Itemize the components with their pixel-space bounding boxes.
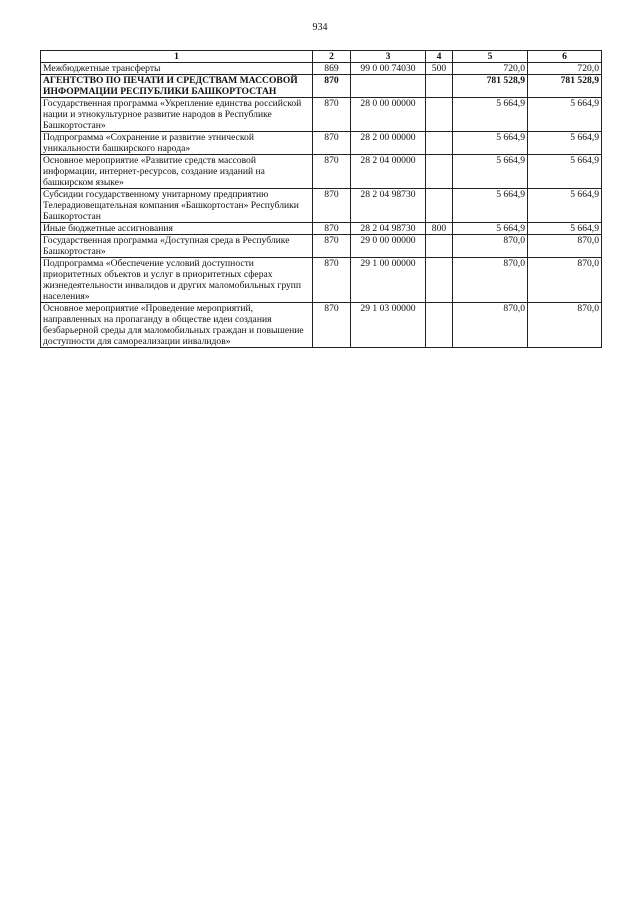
- row-amount-cell: 5 664,9: [453, 98, 528, 132]
- table-row: [41, 258, 602, 303]
- row-target-code-cell: 29 0 00 00000: [351, 235, 426, 258]
- row-expense-type-cell: [426, 75, 453, 98]
- table-row: [41, 223, 602, 235]
- row-code-cell: 870: [313, 303, 351, 348]
- row-amount-cell: 5 664,9: [528, 223, 602, 235]
- column-header: 4: [426, 51, 453, 63]
- row-name-cell: Межбюджетные трансферты: [41, 63, 313, 75]
- row-amount-cell: 870,0: [528, 303, 602, 348]
- budget-table: [40, 50, 602, 348]
- row-amount-cell: 870,0: [453, 258, 528, 303]
- column-header: 1: [41, 51, 313, 63]
- row-code-cell: 869: [313, 63, 351, 75]
- row-code-cell: 870: [313, 132, 351, 155]
- row-target-code-cell: 29 1 03 00000: [351, 303, 426, 348]
- row-code-cell: 870: [313, 258, 351, 303]
- row-amount-cell: 870,0: [453, 303, 528, 348]
- row-code-cell: 870: [313, 235, 351, 258]
- row-code-cell: 870: [313, 223, 351, 235]
- row-amount-cell: 870,0: [528, 258, 602, 303]
- row-expense-type-cell: [426, 132, 453, 155]
- row-name-cell: Основное мероприятие «Развитие средств массовой информации, интернет-ресурсов, создание изданий на башкирском языке»: [41, 155, 313, 189]
- row-target-code-cell: 29 1 00 00000: [351, 258, 426, 303]
- row-target-code-cell: [351, 75, 426, 98]
- row-name-cell: Подпрограмма «Обеспечение условий доступности приоритетных объектов и услуг в приоритетных сферах жизнедеятельности инвалидов и других маломобильных групп населения»: [41, 258, 313, 303]
- row-amount-cell: 5 664,9: [528, 155, 602, 189]
- row-amount-cell: 781 528,9: [453, 75, 528, 98]
- row-expense-type-cell: [426, 303, 453, 348]
- row-name-cell: Подпрограмма «Сохранение и развитие этнической уникальности башкирского народа»: [41, 132, 313, 155]
- row-code-cell: 870: [313, 75, 351, 98]
- row-amount-cell: 870,0: [453, 235, 528, 258]
- row-amount-cell: 5 664,9: [453, 223, 528, 235]
- row-amount-cell: 870,0: [528, 235, 602, 258]
- row-target-code-cell: 28 2 04 98730: [351, 189, 426, 223]
- row-expense-type-cell: [426, 98, 453, 132]
- row-name-cell: Основное мероприятие «Проведение мероприятий, направленных на пропаганду в обществе идеи создания безбарьерной среды для маломобильных граждан и повышение доступности для самореализации инвалидов»: [41, 303, 313, 348]
- row-expense-type-cell: [426, 235, 453, 258]
- row-target-code-cell: 99 0 00 74030: [351, 63, 426, 75]
- row-amount-cell: 781 528,9: [528, 75, 602, 98]
- row-name-cell: Государственная программа «Доступная среда в Республике Башкортостан»: [41, 235, 313, 258]
- row-expense-type-cell: 800: [426, 223, 453, 235]
- row-amount-cell: 5 664,9: [528, 98, 602, 132]
- row-code-cell: 870: [313, 189, 351, 223]
- row-name-cell: Иные бюджетные ассигнования: [41, 223, 313, 235]
- row-target-code-cell: 28 0 00 00000: [351, 98, 426, 132]
- row-name-cell: Субсидии государственному унитарному предприятию Телерадиовещательная компания «Башкортостан» Республики Башкортостан: [41, 189, 313, 223]
- table-row: [41, 303, 602, 348]
- row-name-cell: Государственная программа «Укрепление единства российской нации и этнокультурное развитие народов в Республике Башкортостан»: [41, 98, 313, 132]
- page-number: 934: [312, 22, 328, 33]
- row-expense-type-cell: [426, 189, 453, 223]
- row-amount-cell: 720,0: [528, 63, 602, 75]
- row-amount-cell: 5 664,9: [453, 155, 528, 189]
- row-code-cell: 870: [313, 155, 351, 189]
- row-target-code-cell: 28 2 04 00000: [351, 155, 426, 189]
- table-row: [41, 132, 602, 155]
- table-row: [41, 189, 602, 223]
- row-amount-cell: 5 664,9: [453, 189, 528, 223]
- row-expense-type-cell: [426, 258, 453, 303]
- row-expense-type-cell: [426, 155, 453, 189]
- table-row: [41, 155, 602, 189]
- row-code-cell: 870: [313, 98, 351, 132]
- row-amount-cell: 5 664,9: [528, 189, 602, 223]
- table-row: [41, 235, 602, 258]
- table-body: [41, 63, 602, 348]
- table-row: [41, 75, 602, 98]
- table-header-row: [41, 51, 602, 63]
- row-expense-type-cell: 500: [426, 63, 453, 75]
- row-target-code-cell: 28 2 04 98730: [351, 223, 426, 235]
- row-target-code-cell: 28 2 00 00000: [351, 132, 426, 155]
- row-amount-cell: 5 664,9: [528, 132, 602, 155]
- table-row: [41, 98, 602, 132]
- row-amount-cell: 5 664,9: [453, 132, 528, 155]
- column-header: 2: [313, 51, 351, 63]
- row-amount-cell: 720,0: [453, 63, 528, 75]
- column-header: 6: [528, 51, 602, 63]
- table-row: [41, 63, 602, 75]
- column-header: 3: [351, 51, 426, 63]
- row-name-cell: АГЕНТСТВО ПО ПЕЧАТИ И СРЕДСТВАМ МАССОВОЙ ИНФОРМАЦИИ РЕСПУБЛИКИ БАШКОРТОСТАН: [41, 75, 313, 98]
- column-header: 5: [453, 51, 528, 63]
